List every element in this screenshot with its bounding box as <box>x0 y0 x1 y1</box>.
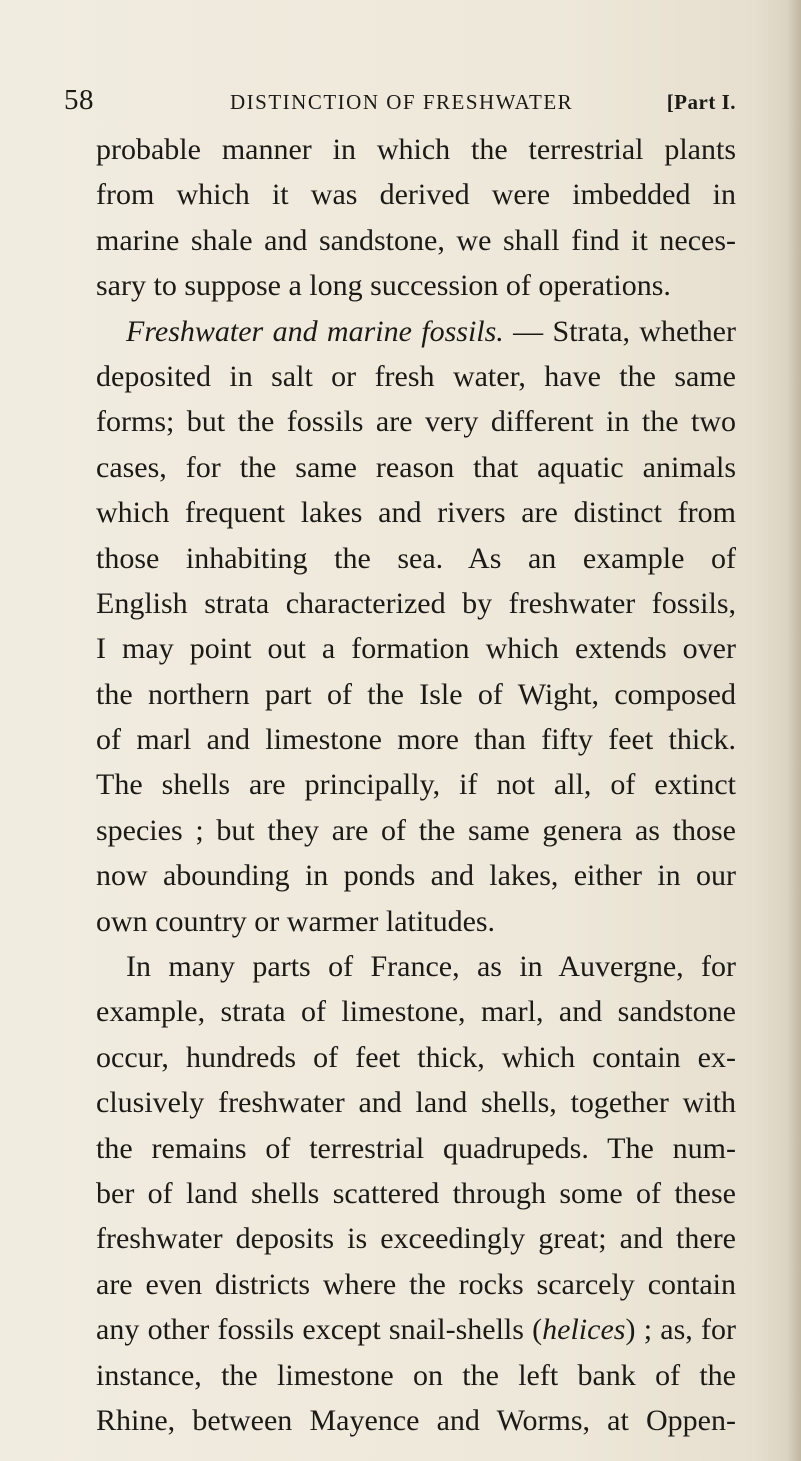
text-line-7: forms; but the fossils are very different in the two <box>96 405 736 439</box>
running-title: DISTINCTION OF FRESHWATER <box>230 90 574 114</box>
page-number: 58 <box>64 84 94 116</box>
text-line-4: sary to suppose a long succession of operations. <box>96 269 671 303</box>
text-line-17: now abounding in ponds and lakes, either in our <box>96 859 736 893</box>
text-line-27-after: ) ; as, for <box>625 1313 736 1347</box>
text-line-28: instance, the limestone on the left bank of the <box>96 1358 736 1392</box>
running-head <box>64 84 736 124</box>
part-label: [Part I. <box>666 90 736 114</box>
text-line-23: the remains of terrestrial quadrupeds. The num- <box>96 1131 736 1165</box>
text-line-15: The shells are principally, if not all, of extinct <box>96 768 736 802</box>
text-line-2: from which it was derived were imbedded in <box>96 178 736 212</box>
text-line-19: In many parts of France, as in Auvergne, for <box>126 950 736 984</box>
text-line-29: Rhine, between Mayence and Worms, at Oppen- <box>96 1403 736 1437</box>
text-line-12: I may point out a formation which extends over <box>96 632 736 666</box>
text-line-10: those inhabiting the sea. As an example of <box>96 541 736 575</box>
text-line-22: clusively freshwater and land shells, together with <box>96 1086 736 1120</box>
text-line-5 <box>96 309 736 354</box>
text-line-20: example, strata of limestone, marl, and sandstone <box>96 995 736 1029</box>
text-line-16: species ; but they are of the same genera as those <box>96 813 736 847</box>
text-line-3: marine shale and sandstone, we shall find it neces- <box>96 223 736 257</box>
text-line-5-rest: — Strata, whether <box>503 314 736 348</box>
text-line-6: deposited in salt or fresh water, have the same <box>96 359 736 393</box>
text-line-21: occur, hundreds of feet thick, which contain ex- <box>96 1040 736 1074</box>
italic-term-helices: helices <box>542 1313 626 1347</box>
body-text <box>96 127 736 1443</box>
text-line-13: the northern part of the Isle of Wight, composed <box>96 677 736 711</box>
section-heading: Freshwater and marine fossils. <box>126 314 504 348</box>
text-line-25: freshwater deposits is exceedingly great; and there <box>96 1222 736 1256</box>
page-edge-shadow <box>787 0 801 1461</box>
text-line-11: English strata characterized by freshwater fossils, <box>96 586 736 620</box>
text-line-24: ber of land shells scattered through some of these <box>96 1176 736 1210</box>
text-line-26: are even districts where the rocks scarcely contain <box>96 1267 736 1301</box>
text-line-9: which frequent lakes and rivers are distinct from <box>96 496 736 530</box>
text-line-18: own country or warmer latitudes. <box>96 904 496 938</box>
text-line-27 <box>96 1307 736 1352</box>
text-line-27-before: any other fossils except snail-shells ( <box>96 1313 543 1347</box>
text-line-1: probable manner in which the terrestrial plants <box>96 133 736 166</box>
text-line-8: cases, for the same reason that aquatic animals <box>96 450 736 484</box>
text-line-14: of marl and limestone more than fifty feet thick. <box>96 723 736 757</box>
